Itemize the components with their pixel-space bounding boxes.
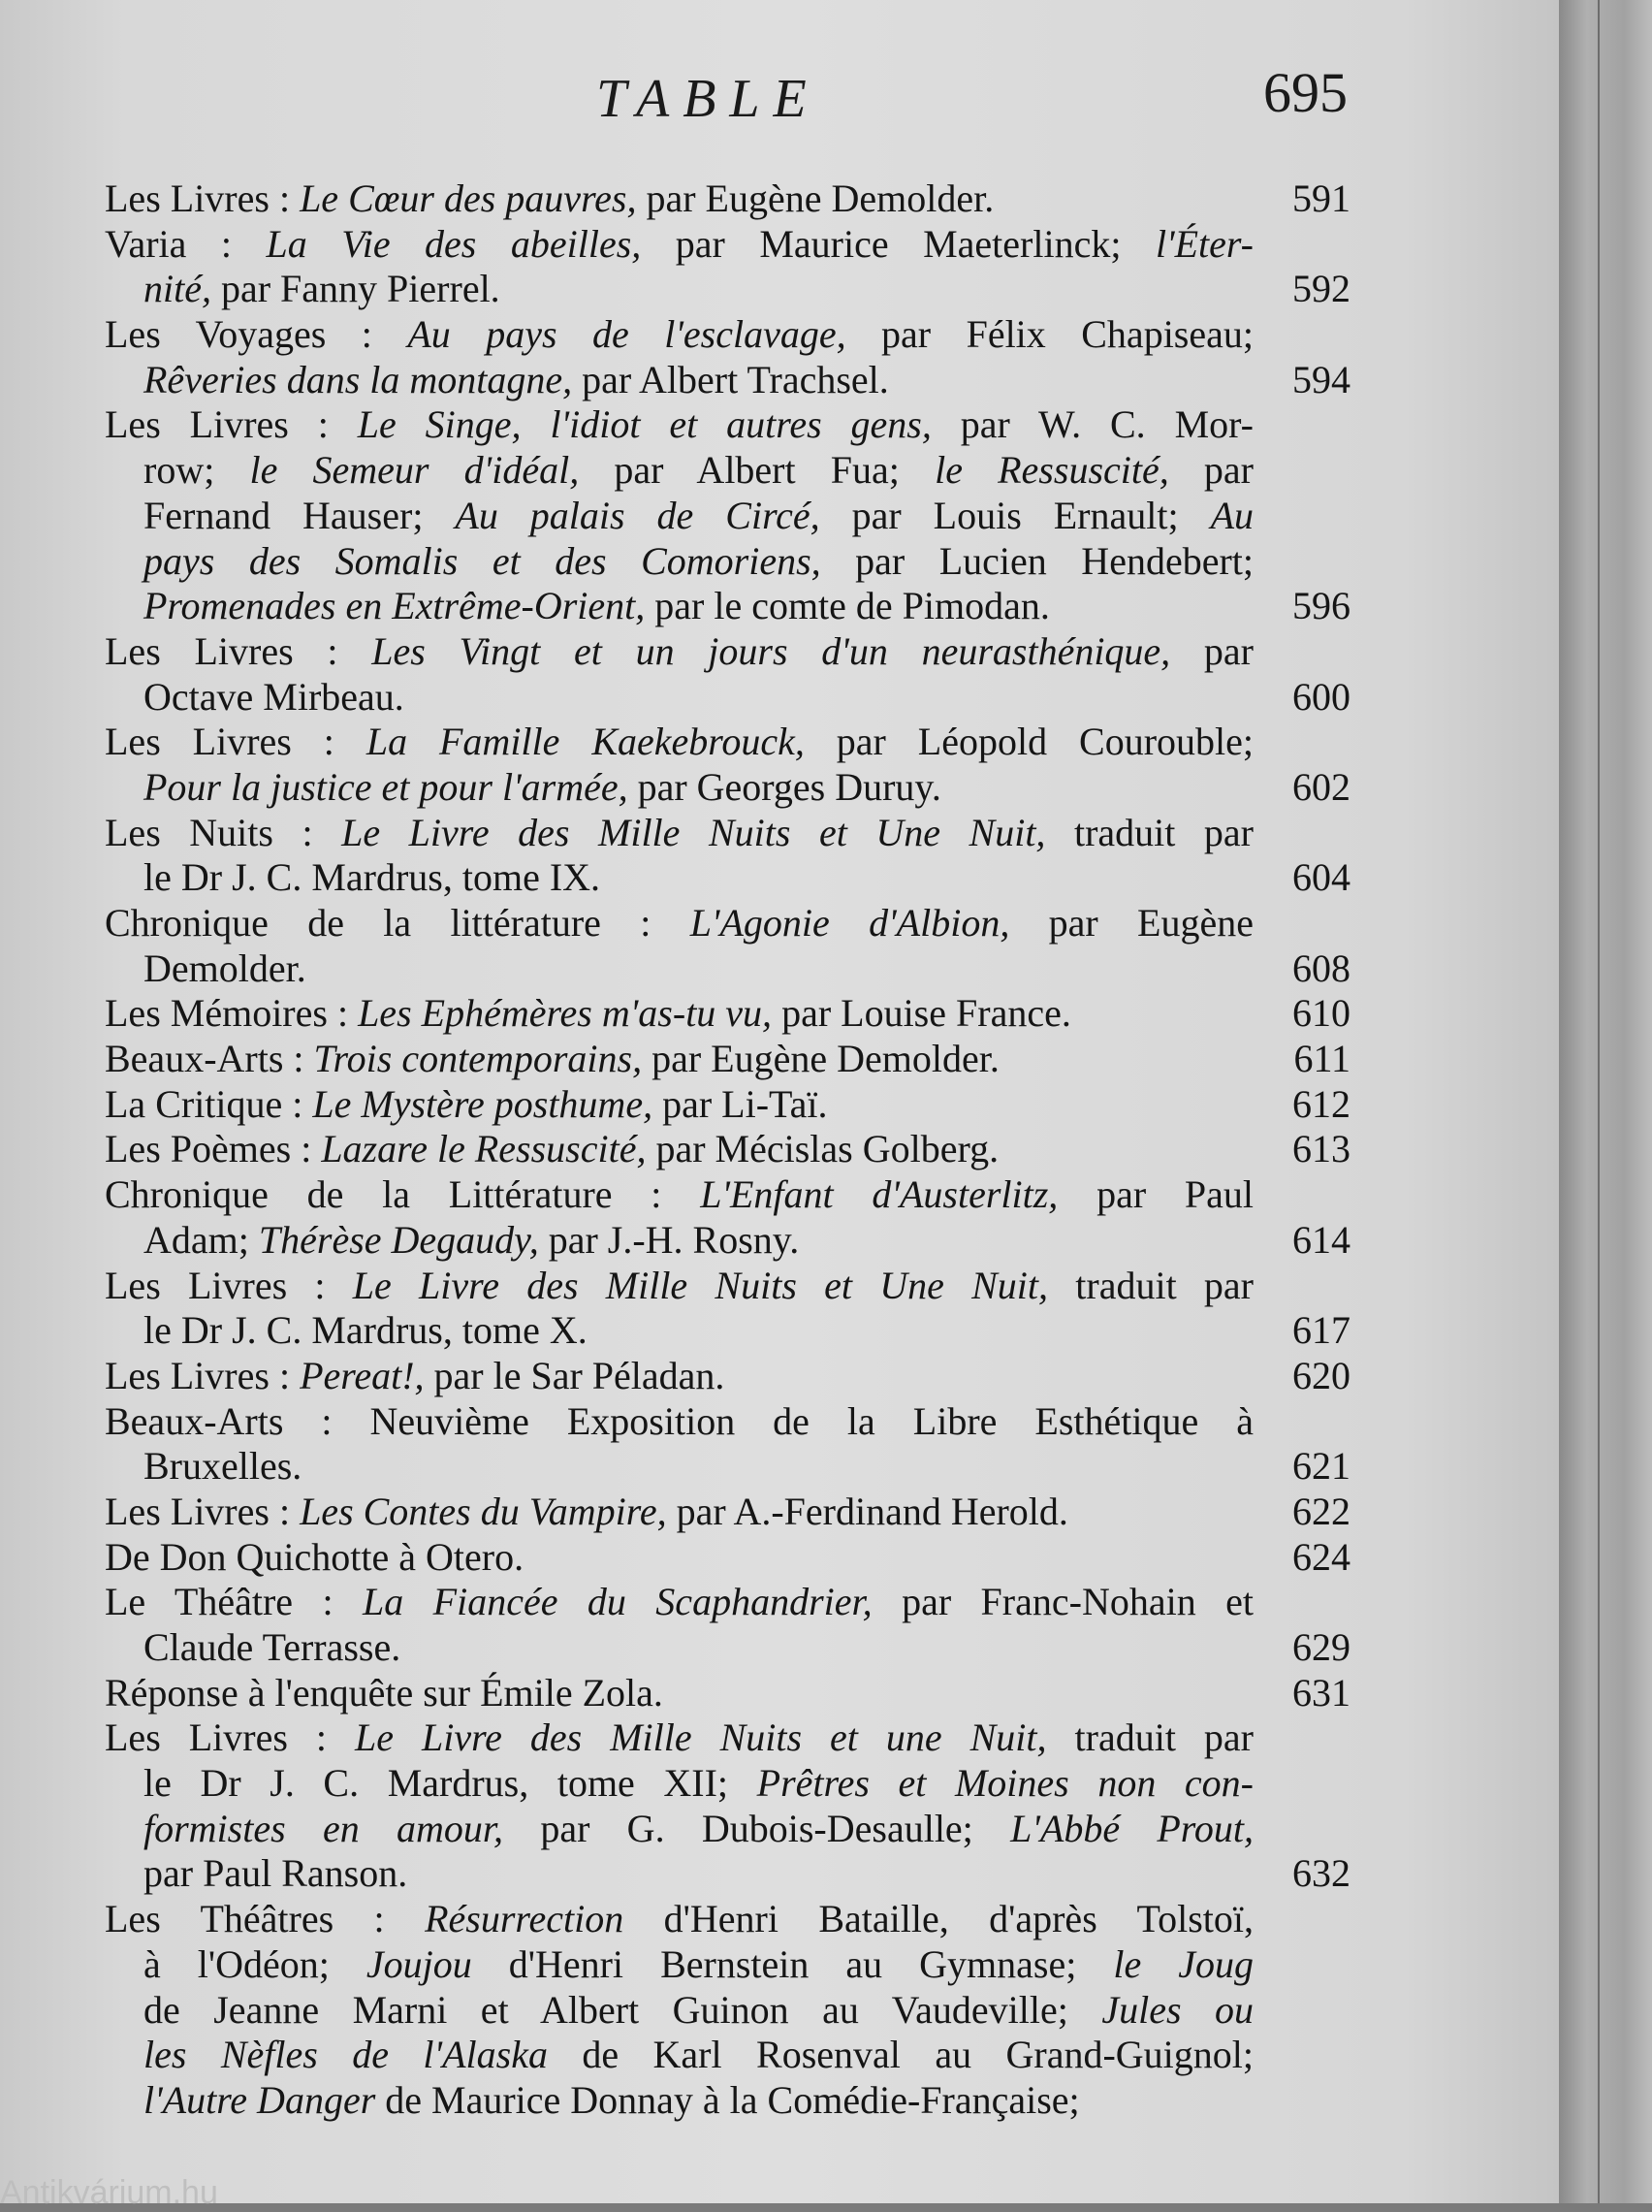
toc-entry-line [105,811,1254,856]
entry-text: traduit par [1046,1715,1254,1760]
toc-entry-line [105,1217,1350,1264]
entry-text: Adam; [143,1217,259,1262]
toc-entry [105,720,1350,810]
toc-page-number: 620 [1292,1353,1350,1397]
toc-entry-line [105,176,1350,222]
entry-text: Les Nuits : [105,810,342,854]
work-title: les Nèfles de l'Alaska [143,2033,548,2077]
entry-text: par [1168,448,1254,493]
work-title: Le Singe, l'idiot et autres gens, [357,402,932,447]
toc-entry-line [105,1264,1254,1309]
toc-entry [105,402,1350,628]
entry-text: par Georges Duruy. [627,764,941,809]
entry-text: par Maurice Maeterlinck; [641,221,1156,266]
entry-text: par J.-H. Rosny. [538,1217,800,1262]
entry-text: par G. Dubois-Desaulle; [503,1806,1011,1850]
entry-text: Demolder. [143,946,306,990]
toc-entry-line [105,222,1254,268]
toc-page-number: 622 [1292,1489,1350,1533]
entry-text: De Don Quichotte à Otero. [105,1534,524,1579]
work-title: Trois contemporains, [313,1037,643,1081]
entry-text: par Eugène Demolder. [636,176,995,220]
toc-entry-line [105,901,1254,946]
toc-entry [105,312,1350,402]
entry-text: par Louise France. [772,991,1071,1036]
entry-text: d'Henri Bernstein au Gymnase; [471,1941,1114,1986]
work-title: Jules ou [1101,1987,1255,2032]
entry-text: par le comte de Pimodan. [645,584,1050,628]
work-title: La Famille Kaekebrouck, [365,720,805,764]
entry-text: par le Sar Péladan. [424,1353,725,1397]
gutter-line [1598,0,1600,2203]
entry-text: Les Livres : [105,176,301,220]
work-title: L'Abbé Prout, [1010,1806,1254,1850]
entry-text: Les Livres : [105,1489,301,1533]
entry-text: par Paul [1058,1172,1255,1217]
toc-entry-line [105,267,1350,312]
entry-text: par Félix Chapiseau; [845,312,1254,357]
work-title: Le Cœur des pauvres, [300,176,637,220]
toc-page-number: 608 [1292,946,1350,990]
entry-text: Le Théâtre : [105,1580,363,1624]
entry-text: par Paul Ranson. [143,1851,408,1896]
entry-text: d'Henri Bataille, d'après Tolstoï, [623,1897,1254,1941]
toc-entry-line [105,2033,1254,2078]
entry-text: Les Voyages : [105,312,408,357]
toc-entry [105,810,1350,901]
entry-text: Chronique de la Littérature : [105,1172,701,1217]
toc-entry [105,991,1350,1037]
entry-text: Les Poèmes : [105,1127,322,1171]
entry-text: Bruxelles. [143,1444,302,1489]
work-title: le Ressuscité, [935,448,1169,493]
toc-entry-line [105,494,1254,539]
entry-text: par W. C. Mor- [931,402,1254,447]
entry-text: par Eugène Demolder. [642,1037,1000,1081]
toc-page-number: 594 [1292,357,1350,401]
work-title: Le Livre des Mille Nuits et une Nuit, [355,1715,1047,1760]
toc-entry-line [105,1444,1350,1490]
page-header [107,58,1348,136]
watermark: Antikvárium.hu [0,2174,218,2211]
work-title: Le Livre des Mille Nuits et Une Nuit, [341,810,1046,854]
page-number: 695 [1263,61,1348,124]
work-title: Prêtres et Moines non con- [756,1761,1255,1806]
toc-entry-line [105,1172,1254,1218]
toc-page-number: 621 [1292,1444,1350,1489]
toc-entry [105,1897,1254,2123]
entry-text: par Albert Fua; [579,448,936,493]
toc-page-number: 613 [1292,1127,1350,1171]
toc-entry-line [105,1807,1254,1852]
toc-entry [105,1489,1350,1535]
work-title: nité, [143,267,211,311]
work-title: le Semeur d'idéal, [249,448,580,493]
entry-text: Beaux-Arts : Neuvième Exposition de la Libre Esthétique à [105,1398,1254,1443]
entry-text: Les Livres : [105,1263,353,1307]
toc-page-number: 629 [1292,1625,1350,1669]
entry-text: par Albert Trachsel. [572,357,889,401]
toc-entry [105,176,1350,222]
work-title: Au palais de Circé, [455,493,820,537]
work-title: Les Ephémères m'as-tu vu, [358,991,773,1036]
table-of-contents [105,176,1350,2124]
toc-entry-line [105,1037,1350,1082]
entry-text: par A.-Ferdinand Herold. [666,1489,1068,1533]
toc-page-number: 600 [1292,674,1350,719]
work-title: L'Enfant d'Austerlitz, [700,1172,1059,1217]
toc-entry-line [105,1580,1254,1625]
entry-text: par Léopold Courouble; [804,720,1254,764]
work-title: L'Agonie d'Albion, [689,901,1010,945]
entry-text: Les Théâtres : [105,1897,426,1941]
toc-entry [105,1127,1350,1172]
entry-text: par Louis Ernault; [819,493,1211,537]
work-title: Rêveries dans la montagne, [143,357,573,401]
toc-entry [105,1534,1350,1581]
toc-entry-line [105,584,1350,629]
toc-entry-line [105,764,1350,811]
work-title: Pour la justice et pour l'armée, [143,764,628,809]
entry-text: le Dr J. C. Mardrus, tome XII; [143,1761,757,1806]
toc-entry [105,221,1350,312]
entry-text: Chronique de la littérature : [105,901,690,945]
entry-text: de Maurice Donnay à la Comédie-Française; [375,2077,1080,2122]
toc-entry-line [105,312,1254,358]
entry-text: Octave Mirbeau. [143,674,404,719]
toc-entry-line [105,448,1254,494]
entry-text: Varia : [105,221,267,266]
toc-page-number: 614 [1292,1217,1350,1262]
toc-entry-line [105,946,1350,992]
toc-entry-line [105,1534,1350,1581]
toc-entry-line [105,1127,1350,1172]
toc-entry [105,901,1350,991]
entry-text: Les Mémoires : [105,991,359,1036]
toc-entry-line [105,1715,1254,1761]
entry-text: par Li-Taï. [652,1081,828,1126]
entry-text: Les Livres : [105,720,366,764]
entry-text: par Franc-Nohain et [872,1580,1255,1624]
work-title: Joujou [365,1941,472,1986]
toc-entry-line [105,1851,1350,1897]
entry-text: Réponse à l'enquête sur Émile Zola. [105,1670,663,1715]
toc-entry-line [105,1625,1350,1671]
entry-text: Les Livres : [105,402,358,447]
toc-page-number: 612 [1292,1081,1350,1126]
entry-text: par Lucien Hendebert; [820,538,1254,583]
entry-text: Les Livres : [105,1715,355,1760]
work-title: Le Livre des Mille Nuits et Une Nuit, [352,1263,1049,1307]
entry-text: par [1170,628,1254,673]
toc-entry-line [105,2078,1254,2124]
entry-text: par Mécislas Golberg. [646,1127,1000,1171]
toc-entry-line [105,357,1350,403]
entry-text: La Critique : [105,1081,313,1126]
work-title: Résurrection [425,1897,624,1941]
book-spine [1559,0,1652,2203]
entry-text: par Fanny Pierrel. [210,267,500,311]
toc-page-number: 631 [1292,1670,1350,1715]
work-title: Les Contes du Vampire, [300,1489,667,1533]
work-title: Au pays de l'esclavage, [407,312,846,357]
work-title: le Joug [1113,1941,1255,1986]
toc-entry [105,1263,1350,1354]
entry-text: Beaux-Arts : [105,1037,314,1081]
toc-page-number: 611 [1293,1037,1350,1081]
toc-entry-line [105,1081,1350,1128]
entry-text: le Dr J. C. Mardrus, tome X. [143,1308,588,1353]
entry-text: de Karl Rosenval au Grand-Guignol; [547,2033,1254,2077]
work-title: Le Mystère posthume, [312,1081,653,1126]
work-title: Les Vingt et un jours d'un neurasthénique, [371,628,1171,673]
work-title: Au [1210,493,1254,537]
toc-entry [105,1081,1350,1128]
toc-entry-line [105,1489,1350,1535]
toc-entry-line [105,629,1254,675]
toc-entry-line [105,1988,1254,2034]
toc-entry [105,1670,1350,1716]
toc-entry-line [105,1353,1350,1399]
toc-page-number: 591 [1292,176,1350,220]
toc-page-number: 624 [1292,1534,1350,1579]
toc-entry [105,1580,1350,1670]
entry-text: row; [143,448,250,493]
page-title: TABLE [596,69,820,129]
work-title: pays des Somalis et des Comoriens, [143,538,821,583]
work-title: Thérèse Degaudy, [258,1217,539,1262]
work-title: Lazare le Ressuscité, [321,1127,647,1171]
entry-text: le Dr J. C. Mardrus, tome IX. [143,855,601,900]
entry-text: Claude Terrasse. [143,1625,401,1669]
toc-entry-line [105,1761,1254,1807]
entry-text: traduit par [1045,810,1254,854]
entry-text: à l'Odéon; [143,1941,366,1986]
toc-entry-line [105,1308,1350,1354]
toc-entry [105,1353,1350,1399]
work-title: l'Éter- [1155,221,1254,266]
toc-entry-line [105,1897,1254,1942]
work-title: La Vie des abeilles, [266,221,642,266]
work-title: Promenades en Extrême-Orient, [143,584,646,628]
toc-entry [105,1715,1350,1897]
toc-entry-line [105,1399,1254,1445]
entry-text: de Jeanne Marni et Albert Guinon au Vaudeville; [143,1987,1102,2032]
work-title: l'Autre Danger [143,2077,376,2122]
toc-page-number: 632 [1292,1851,1350,1896]
toc-entry-line [105,1670,1350,1716]
toc-entry [105,628,1350,720]
toc-entry [105,1398,1350,1490]
toc-page-number: 596 [1292,584,1350,628]
entry-text: traduit par [1048,1263,1254,1307]
toc-entry-line [105,720,1254,765]
toc-page-number: 617 [1292,1308,1350,1353]
toc-entry-line [105,855,1350,901]
toc-page-number: 602 [1292,764,1350,809]
toc-entry-line [105,991,1350,1037]
work-title: La Fiancée du Scaphandrier, [362,1580,873,1624]
entry-text: Les Livres : [105,1353,301,1397]
toc-entry-line [105,674,1350,721]
toc-entry-line [105,1942,1254,1988]
toc-entry [105,1037,1350,1082]
toc-page-number: 610 [1292,991,1350,1036]
toc-page-number: 592 [1292,267,1350,311]
toc-page-number: 604 [1292,855,1350,900]
toc-entry [105,1172,1350,1263]
entry-text: par Eugène [1009,901,1254,945]
toc-entry-line [105,402,1254,448]
toc-entry-line [105,539,1254,585]
entry-text: Les Livres : [105,628,372,673]
work-title: formistes en amour, [143,1806,504,1850]
work-title: Pereat!, [300,1353,425,1397]
entry-text: Fernand Hauser; [143,493,456,537]
